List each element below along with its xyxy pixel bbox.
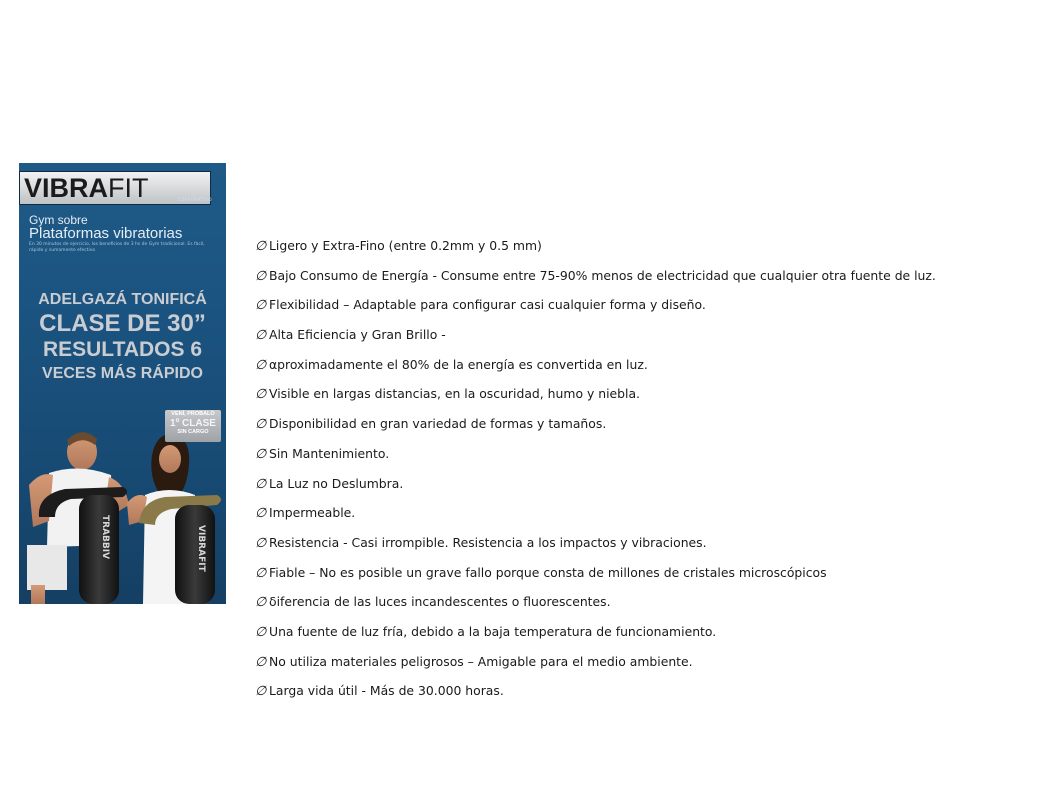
empty-set-bullet-icon: ∅ bbox=[255, 506, 267, 522]
feature-text: No utiliza materiales peligrosos – Amigable para el medio ambiente. bbox=[269, 653, 693, 669]
empty-set-bullet-icon: ∅ bbox=[255, 446, 267, 462]
feature-item bbox=[255, 267, 936, 297]
empty-set-bullet-icon: ∅ bbox=[255, 565, 267, 581]
feature-text: Resistencia - Casi irrompible. Resistencia a los impactos y vibraciones. bbox=[269, 534, 707, 550]
feature-item bbox=[255, 653, 936, 683]
feature-item bbox=[255, 682, 936, 712]
feature-text: Ligero y Extra-Fino (entre 0.2mm y 0.5 mm) bbox=[269, 238, 542, 253]
feature-text: δiferencia de las luces incandescentes o fluorescentes. bbox=[269, 594, 611, 610]
feature-item bbox=[255, 326, 936, 356]
promo-badge bbox=[165, 410, 221, 442]
feature-item bbox=[255, 475, 936, 505]
banner-headline-3: RESULTADOS 6 bbox=[42, 338, 203, 361]
feature-text: Visible en largas distancias, en la oscuridad, humo y niebla. bbox=[269, 386, 640, 402]
empty-set-bullet-icon: ∅ bbox=[255, 328, 267, 344]
banner-headline-1: ADELGAZÁ TONIFICÁ bbox=[38, 291, 207, 308]
machine-label-right: VIBRAFIT bbox=[196, 525, 206, 572]
banner-title-line2: Plataformas vibratorias bbox=[29, 225, 183, 242]
feature-text: Alta Eficiencia y Gran Brillo - bbox=[269, 327, 446, 343]
empty-set-bullet-icon: ∅ bbox=[255, 624, 267, 640]
empty-set-bullet-icon: ∅ bbox=[255, 417, 267, 433]
banner-headline-2: CLASE DE 30” bbox=[39, 310, 206, 337]
feature-item bbox=[255, 296, 936, 326]
empty-set-bullet-icon: ∅ bbox=[255, 654, 267, 670]
empty-set-bullet-icon: ∅ bbox=[255, 239, 267, 254]
logo-subtitle: CORPORATIVO bbox=[177, 197, 212, 202]
feature-text: Larga vida útil - Más de 30.000 horas. bbox=[269, 683, 504, 699]
feature-text: Flexibilidad – Adaptable para configurar casi cualquier forma y diseño. bbox=[269, 297, 706, 313]
banner-photo bbox=[19, 425, 226, 604]
promo-line-2: 1º CLASE bbox=[170, 418, 216, 429]
empty-set-bullet-icon: ∅ bbox=[255, 268, 267, 284]
machine-post-right bbox=[175, 505, 215, 604]
feature-text: αproximadamente el 80% de la energía es convertida en luz. bbox=[269, 356, 648, 372]
banner-small-text: En 30 minutos de ejercicio, los beneficios de 3 hs de Gym tradicional. Es fácil, rápido y sumamente efectivo bbox=[29, 242, 205, 253]
feature-item bbox=[255, 534, 936, 564]
feature-item bbox=[255, 385, 936, 415]
feature-item bbox=[255, 623, 936, 653]
machine-label-left: TRABBIV bbox=[100, 515, 110, 560]
feature-text: Sin Mantenimiento. bbox=[269, 445, 390, 461]
feature-text: Una fuente de luz fría, debido a la baja temperatura de funcionamiento. bbox=[269, 623, 717, 639]
feature-item bbox=[255, 356, 936, 386]
feature-item bbox=[255, 445, 936, 475]
logo-fit-text: FIT bbox=[108, 173, 149, 203]
feature-text: Bajo Consumo de Energía - Consume entre 75-90% menos de electricidad que cualquier otra fuente de luz. bbox=[269, 267, 936, 283]
empty-set-bullet-icon: ∅ bbox=[255, 535, 267, 551]
feature-item bbox=[255, 564, 936, 594]
logo-vibra-text: VIBRA bbox=[24, 173, 109, 203]
feature-text: Disponibilidad en gran variedad de formas y tamaños. bbox=[269, 416, 607, 432]
vibrafit-banner bbox=[19, 163, 226, 604]
empty-set-bullet-icon: ∅ bbox=[255, 595, 267, 611]
banner-title-line1: Gym sobre bbox=[29, 213, 88, 227]
banner-headline-4: VECES MÁS RÁPIDO bbox=[42, 365, 203, 382]
machine-post-left bbox=[79, 495, 119, 604]
empty-set-bullet-icon: ∅ bbox=[255, 298, 267, 314]
promo-line-1: VENÍ, PROBALO bbox=[171, 411, 215, 417]
feature-item bbox=[255, 415, 936, 445]
feature-text: La Luz no Deslumbra. bbox=[269, 475, 404, 491]
promo-line-3: SIN CARGO bbox=[177, 429, 209, 435]
empty-set-bullet-icon: ∅ bbox=[255, 684, 267, 700]
empty-set-bullet-icon: ∅ bbox=[255, 387, 267, 403]
feature-text: Impermeable. bbox=[269, 505, 356, 521]
empty-set-bullet-icon: ∅ bbox=[255, 357, 267, 373]
empty-set-bullet-icon: ∅ bbox=[255, 476, 267, 492]
feature-list bbox=[255, 237, 936, 712]
feature-item bbox=[255, 237, 936, 267]
feature-item bbox=[255, 593, 936, 623]
feature-item bbox=[255, 504, 936, 534]
feature-text: Fiable – No es posible un grave fallo porque consta de millones de cristales microscópicos bbox=[269, 564, 827, 580]
